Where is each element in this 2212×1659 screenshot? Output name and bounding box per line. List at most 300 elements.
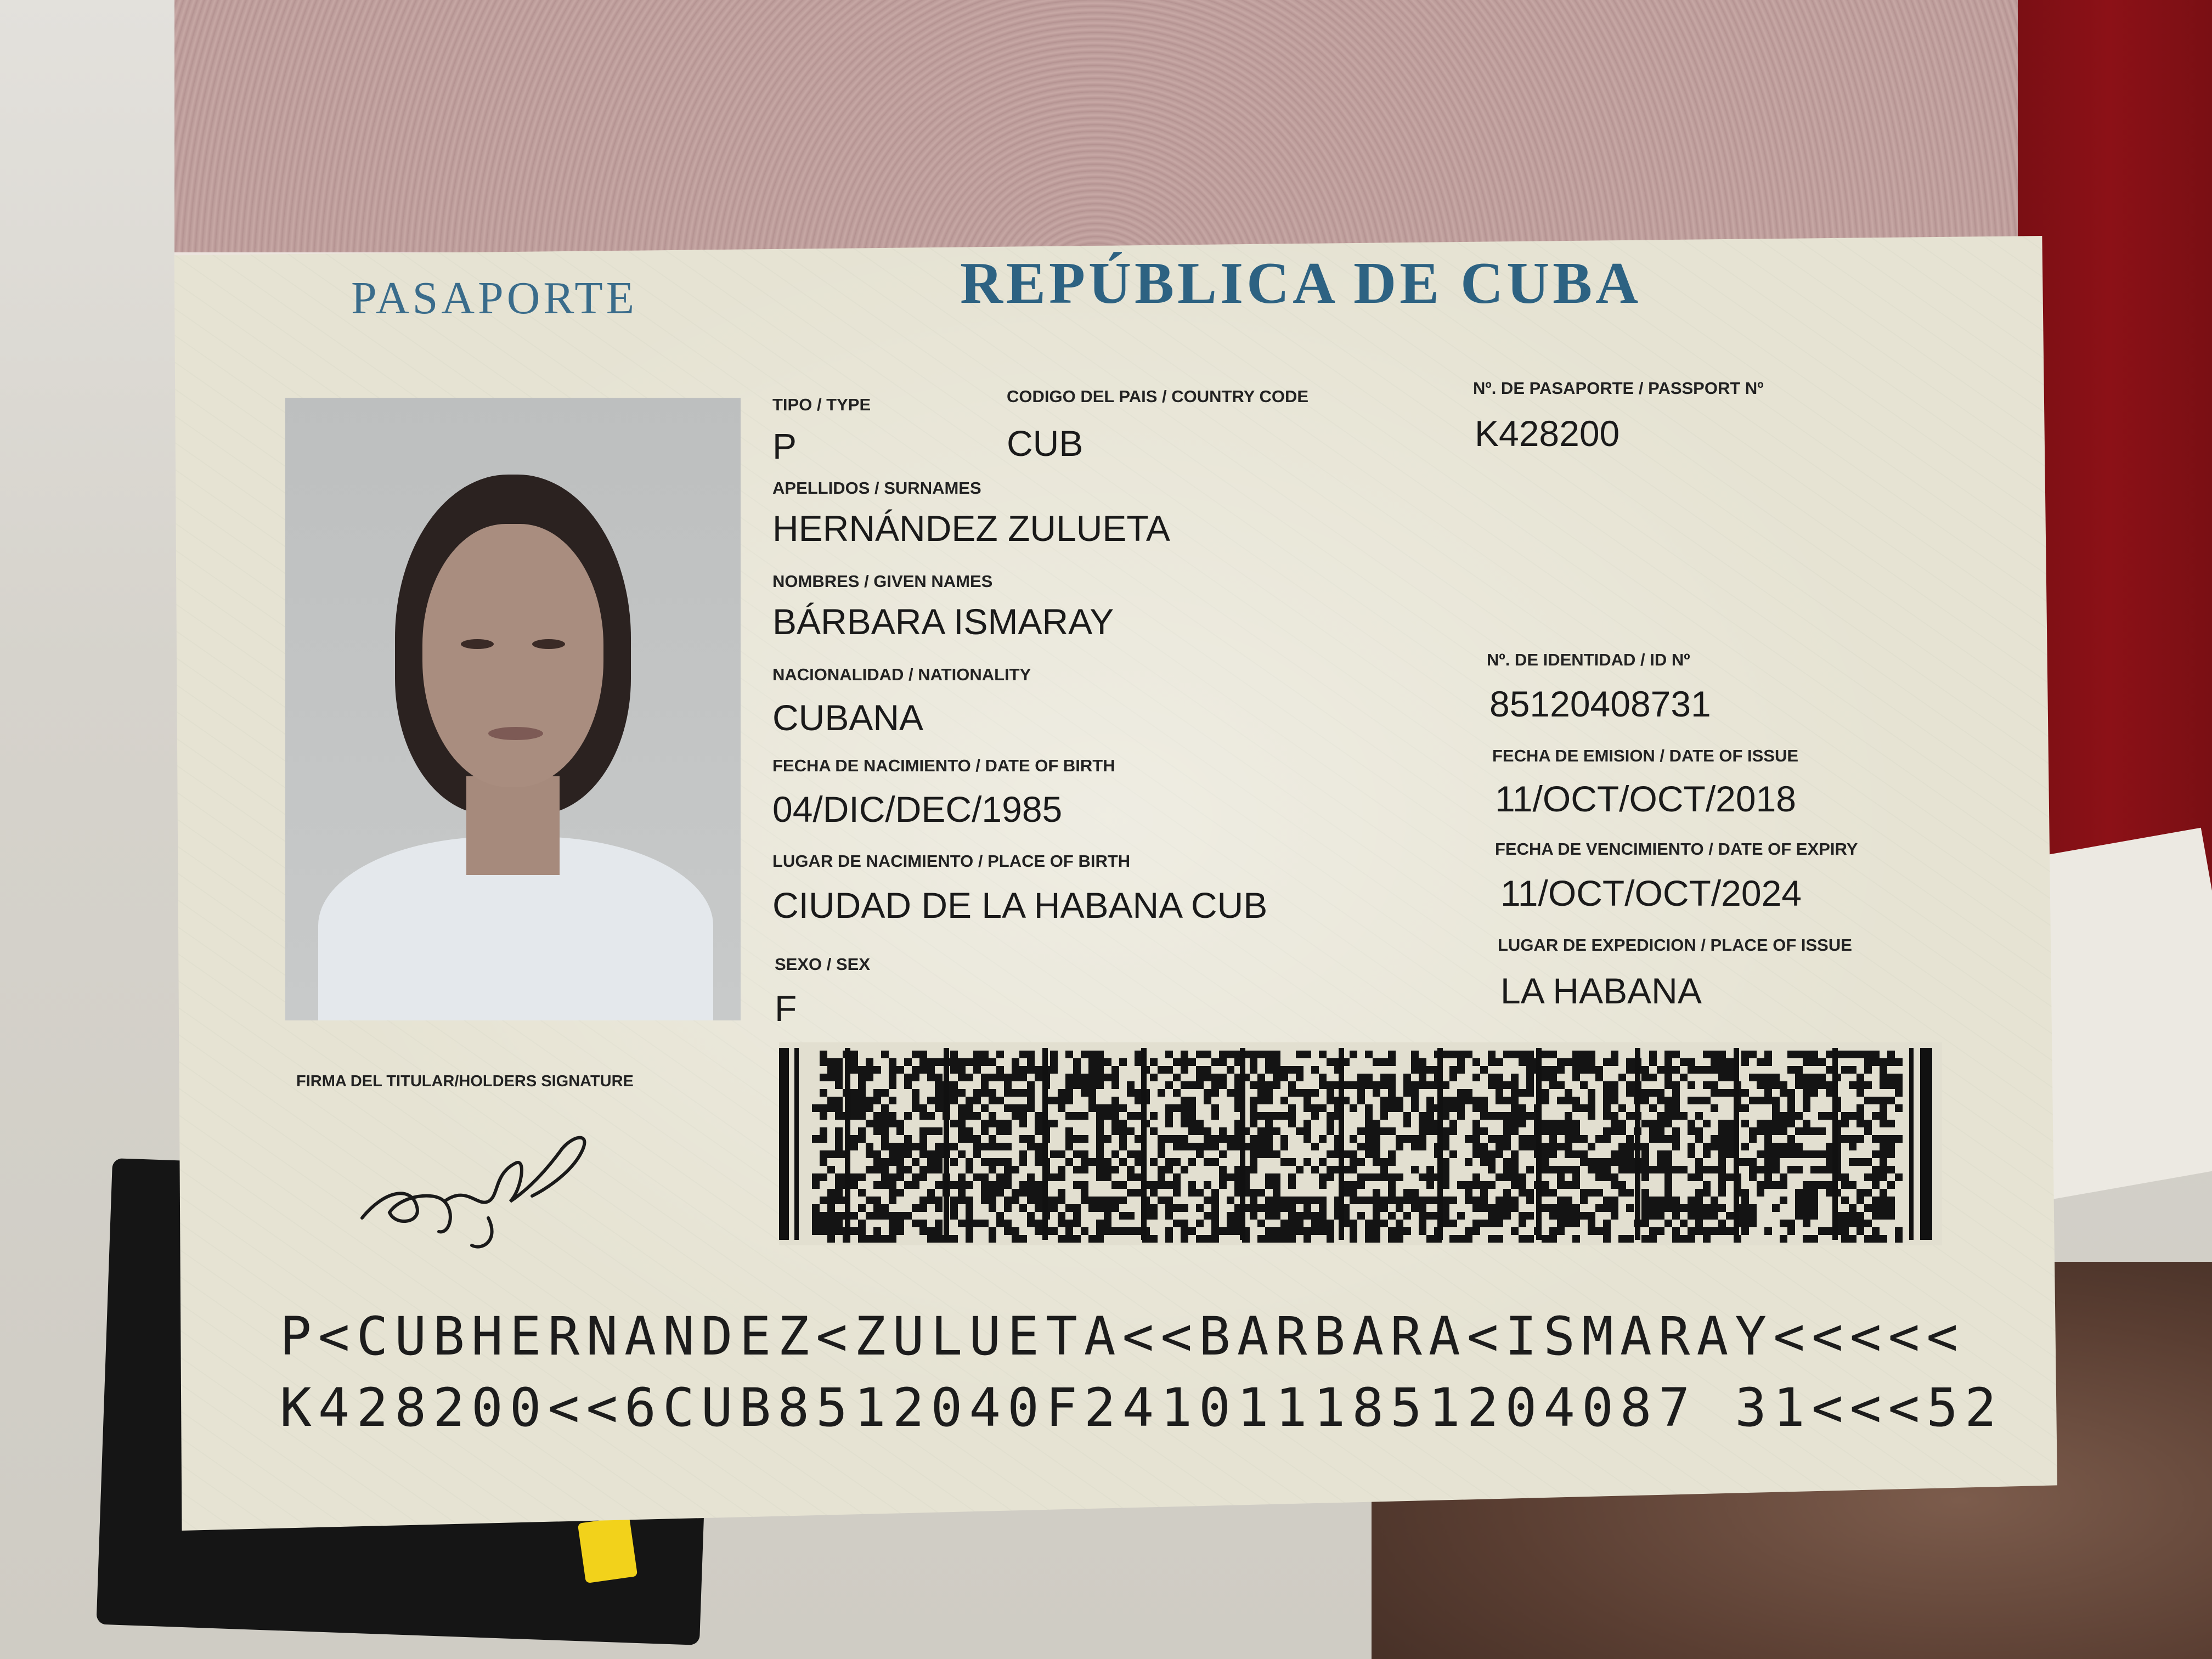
barcode-module	[889, 1227, 896, 1235]
barcode-module	[1672, 1235, 1680, 1243]
barcode-module	[820, 1227, 827, 1235]
sex-value: F	[775, 988, 797, 1029]
barcode-module	[1549, 1189, 1557, 1197]
barcode-module	[1081, 1197, 1088, 1204]
barcode-module	[1104, 1158, 1111, 1166]
barcode-module	[1296, 1089, 1304, 1097]
barcode-module	[1211, 1143, 1219, 1150]
barcode-module	[1780, 1197, 1787, 1204]
barcode-module	[850, 1066, 858, 1074]
barcode-module	[1012, 1197, 1019, 1204]
passport-number-label: Nº. DE PASAPORTE / PASSPORT Nº	[1473, 379, 1764, 398]
barcode-module	[1419, 1212, 1426, 1220]
barcode-module	[1511, 1051, 1519, 1058]
barcode-module	[1519, 1058, 1526, 1066]
barcode-module	[1273, 1051, 1280, 1058]
barcode-module	[820, 1058, 827, 1066]
barcode-module	[1365, 1197, 1373, 1204]
barcode-module	[827, 1212, 835, 1220]
barcode-module	[1795, 1074, 1803, 1081]
barcode-module	[1257, 1051, 1265, 1058]
barcode-module	[1649, 1089, 1657, 1097]
barcode-module	[1211, 1081, 1219, 1089]
barcode-module	[1488, 1058, 1496, 1066]
barcode-module	[989, 1197, 996, 1204]
barcode-module	[1880, 1066, 1887, 1074]
barcode-module	[1396, 1104, 1403, 1112]
barcode-module	[1657, 1150, 1664, 1158]
barcode-module	[1649, 1212, 1657, 1220]
barcode-module	[827, 1104, 835, 1112]
barcode-module	[1065, 1081, 1073, 1089]
barcode-module	[1603, 1097, 1611, 1104]
barcode-module	[1250, 1112, 1257, 1120]
barcode-module	[1680, 1074, 1688, 1081]
barcode-module	[1688, 1197, 1695, 1204]
barcode-module	[935, 1166, 943, 1173]
barcode-module	[958, 1127, 966, 1135]
barcode-module	[1496, 1097, 1503, 1104]
barcode-module	[1526, 1112, 1534, 1120]
barcode-module	[1711, 1089, 1718, 1097]
barcode-module	[820, 1158, 827, 1166]
barcode-module	[1588, 1220, 1595, 1227]
barcode-module	[1772, 1143, 1780, 1150]
barcode-module	[981, 1143, 989, 1150]
barcode-module	[1795, 1112, 1803, 1120]
barcode-row-indicator	[1141, 1048, 1147, 1240]
barcode-module	[1365, 1227, 1373, 1235]
barcode-module	[835, 1081, 843, 1089]
barcode-module	[1780, 1089, 1787, 1097]
barcode-module	[1526, 1081, 1534, 1089]
barcode-module	[1741, 1197, 1749, 1204]
barcode-module	[1027, 1058, 1035, 1066]
barcode-module	[989, 1089, 996, 1097]
barcode-module	[1749, 1204, 1757, 1212]
barcode-module	[1426, 1166, 1434, 1173]
barcode-module	[1519, 1189, 1526, 1197]
barcode-module	[935, 1143, 943, 1150]
barcode-module	[1396, 1204, 1403, 1212]
barcode-module	[812, 1204, 820, 1212]
barcode-module	[1872, 1181, 1880, 1189]
barcode-module	[1150, 1181, 1158, 1189]
barcode-module	[1549, 1227, 1557, 1235]
barcode-module	[1588, 1066, 1595, 1074]
barcode-module	[1810, 1166, 1818, 1173]
barcode-module	[1188, 1189, 1196, 1197]
barcode-module	[1273, 1173, 1280, 1181]
barcode-module	[1019, 1181, 1027, 1189]
barcode-module	[1181, 1120, 1188, 1127]
barcode-module	[1027, 1081, 1035, 1089]
barcode-module	[1165, 1197, 1173, 1204]
barcode-module	[1542, 1235, 1549, 1243]
barcode-module	[1480, 1150, 1488, 1158]
barcode-module	[1265, 1127, 1273, 1135]
barcode-module	[1880, 1204, 1887, 1212]
barcode-module	[1465, 1235, 1472, 1243]
barcode-module	[1288, 1081, 1296, 1089]
barcode-module	[1611, 1181, 1618, 1189]
barcode-module	[1265, 1135, 1273, 1143]
barcode-module	[1388, 1089, 1396, 1097]
barcode-module	[1549, 1166, 1557, 1173]
barcode-module	[1741, 1058, 1749, 1066]
barcode-module	[858, 1089, 866, 1097]
barcode-module	[904, 1112, 912, 1120]
barcode-module	[1273, 1074, 1280, 1081]
barcode-module	[1127, 1081, 1135, 1089]
barcode-module	[1626, 1166, 1634, 1173]
barcode-module	[1442, 1097, 1449, 1104]
barcode-module	[1618, 1235, 1626, 1243]
barcode-module	[1403, 1197, 1411, 1204]
barcode-module	[1488, 1166, 1496, 1173]
barcode-module	[1787, 1089, 1795, 1097]
barcode-module	[1365, 1051, 1373, 1058]
card-chip-icon	[578, 1516, 637, 1583]
barcode-module	[1227, 1089, 1234, 1097]
barcode-module	[1150, 1212, 1158, 1220]
barcode-module	[1549, 1051, 1557, 1058]
barcode-module	[1580, 1189, 1588, 1197]
barcode-module	[1880, 1166, 1887, 1173]
barcode-module	[858, 1097, 866, 1104]
barcode-module	[1818, 1181, 1826, 1189]
barcode-module	[1350, 1227, 1357, 1235]
barcode-module	[1826, 1181, 1833, 1189]
barcode-module	[1265, 1112, 1273, 1120]
barcode-module	[1718, 1051, 1726, 1058]
barcode-module	[1688, 1150, 1695, 1158]
barcode-module	[1480, 1158, 1488, 1166]
barcode-module	[1219, 1051, 1227, 1058]
barcode-module	[1181, 1051, 1188, 1058]
barcode-module	[1319, 1158, 1327, 1166]
place-of-issue-label: LUGAR DE EXPEDICION / PLACE OF ISSUE	[1498, 935, 1852, 955]
barcode-module	[927, 1074, 935, 1081]
barcode-module	[989, 1143, 996, 1150]
barcode-module	[1557, 1127, 1565, 1135]
barcode-module	[1580, 1104, 1588, 1112]
barcode-module	[1864, 1097, 1872, 1104]
barcode-module	[973, 1173, 981, 1181]
barcode-module	[981, 1051, 989, 1058]
barcode-module	[1181, 1112, 1188, 1120]
barcode-module	[1096, 1112, 1104, 1120]
barcode-module	[996, 1120, 1004, 1127]
barcode-module	[850, 1212, 858, 1220]
barcode-module	[1703, 1212, 1711, 1220]
barcode-module	[1058, 1235, 1065, 1243]
barcode-module	[1572, 1058, 1580, 1066]
barcode-module	[927, 1189, 935, 1197]
barcode-module	[1895, 1081, 1903, 1089]
barcode-module	[1442, 1166, 1449, 1173]
barcode-module	[1726, 1150, 1734, 1158]
barcode-module	[1081, 1074, 1088, 1081]
barcode-module	[1419, 1173, 1426, 1181]
barcode-module	[1787, 1166, 1795, 1173]
barcode-module	[1296, 1227, 1304, 1235]
barcode-module	[1273, 1127, 1280, 1135]
barcode-data-block	[779, 1042, 1942, 1245]
barcode-module	[1327, 1089, 1334, 1097]
barcode-module	[835, 1197, 843, 1204]
signature-label: FIRMA DEL TITULAR/HOLDERS SIGNATURE	[296, 1073, 634, 1090]
barcode-module	[1787, 1143, 1795, 1150]
type-label: TIPO / TYPE	[772, 395, 871, 414]
barcode-module	[1296, 1051, 1304, 1058]
barcode-module	[1741, 1158, 1749, 1166]
barcode-module	[1426, 1120, 1434, 1127]
barcode-module	[1572, 1127, 1580, 1135]
barcode-module	[1757, 1166, 1764, 1173]
barcode-module	[1480, 1143, 1488, 1150]
barcode-module	[1503, 1127, 1511, 1135]
barcode-module	[1664, 1150, 1672, 1158]
barcode-module	[1618, 1166, 1626, 1173]
barcode-module	[919, 1227, 927, 1235]
barcode-module	[958, 1220, 966, 1227]
barcode-module	[827, 1220, 835, 1227]
barcode-module	[1304, 1204, 1311, 1212]
barcode-module	[1519, 1089, 1526, 1097]
barcode-module	[1027, 1051, 1035, 1058]
barcode-module	[1050, 1197, 1058, 1204]
barcode-module	[1096, 1051, 1104, 1058]
barcode-module	[1641, 1089, 1649, 1097]
barcode-module	[1864, 1127, 1872, 1135]
barcode-module	[1749, 1051, 1757, 1058]
barcode-module	[1173, 1058, 1181, 1066]
barcode-module	[1572, 1181, 1580, 1189]
barcode-module	[1496, 1235, 1503, 1243]
barcode-module	[889, 1097, 896, 1104]
barcode-module	[1181, 1135, 1188, 1143]
barcode-module	[1603, 1220, 1611, 1227]
barcode-module	[1488, 1051, 1496, 1058]
barcode-module	[1065, 1220, 1073, 1227]
barcode-module	[1311, 1112, 1319, 1120]
barcode-module	[1496, 1135, 1503, 1143]
barcode-module	[1726, 1127, 1734, 1135]
barcode-module	[1480, 1220, 1488, 1227]
barcode-module	[1795, 1066, 1803, 1074]
barcode-module	[1657, 1120, 1664, 1127]
barcode-module	[1557, 1143, 1565, 1150]
barcode-module	[1780, 1127, 1787, 1135]
barcode-module	[1442, 1081, 1449, 1089]
barcode-module	[1496, 1089, 1503, 1097]
barcode-module	[1088, 1204, 1096, 1212]
barcode-module	[1173, 1204, 1181, 1212]
barcode-module	[1188, 1097, 1196, 1104]
barcode-module	[1557, 1220, 1565, 1227]
place-of-birth-value: CIUDAD DE LA HABANA CUB	[772, 885, 1268, 926]
barcode-module	[1549, 1066, 1557, 1074]
barcode-module	[1403, 1135, 1411, 1143]
barcode-module	[1519, 1104, 1526, 1112]
barcode-module	[896, 1143, 904, 1150]
barcode-module	[1649, 1104, 1657, 1112]
barcode-module	[835, 1135, 843, 1143]
barcode-module	[1257, 1189, 1265, 1197]
barcode-module	[1672, 1143, 1680, 1150]
barcode-module	[1711, 1204, 1718, 1212]
id-number-value: 85120408731	[1489, 684, 1711, 724]
barcode-module	[1649, 1235, 1657, 1243]
barcode-module	[1419, 1204, 1426, 1212]
barcode-module	[1772, 1150, 1780, 1158]
barcode-module	[858, 1204, 866, 1212]
barcode-module	[1088, 1104, 1096, 1112]
barcode-module	[1457, 1097, 1465, 1104]
barcode-module	[1611, 1051, 1618, 1058]
barcode-module	[1511, 1081, 1519, 1089]
barcode-module	[1012, 1235, 1019, 1243]
barcode-module	[1196, 1074, 1204, 1081]
barcode-module	[1695, 1220, 1703, 1227]
barcode-module	[850, 1173, 858, 1181]
barcode-module	[858, 1074, 866, 1081]
barcode-module	[1327, 1150, 1334, 1158]
barcode-module	[1196, 1189, 1204, 1197]
barcode-module	[1542, 1089, 1549, 1097]
barcode-module	[1173, 1143, 1181, 1150]
barcode-module	[1572, 1235, 1580, 1243]
barcode-module	[1649, 1058, 1657, 1066]
barcode-module	[827, 1066, 835, 1074]
barcode-module	[1864, 1158, 1872, 1166]
barcode-module	[1672, 1197, 1680, 1204]
barcode-module	[1004, 1104, 1012, 1112]
barcode-module	[1603, 1089, 1611, 1097]
barcode-module	[1058, 1173, 1065, 1181]
barcode-module	[1165, 1104, 1173, 1112]
barcode-module	[1718, 1066, 1726, 1074]
barcode-module	[1803, 1189, 1810, 1197]
barcode-module	[1695, 1197, 1703, 1204]
barcode-module	[1158, 1173, 1165, 1181]
barcode-module	[1895, 1074, 1903, 1081]
barcode-module	[873, 1235, 881, 1243]
barcode-module	[1810, 1204, 1818, 1212]
barcode-module	[1849, 1051, 1857, 1058]
barcode-module	[1373, 1058, 1380, 1066]
barcode-module	[950, 1143, 958, 1150]
barcode-module	[1204, 1235, 1211, 1243]
barcode-module	[1035, 1120, 1042, 1127]
barcode-module	[1426, 1197, 1434, 1204]
barcode-module	[935, 1058, 943, 1066]
barcode-module	[858, 1135, 866, 1143]
barcode-module	[989, 1058, 996, 1066]
barcode-module	[1611, 1158, 1618, 1166]
barcode-module	[1188, 1127, 1196, 1135]
barcode-module	[1119, 1143, 1127, 1150]
barcode-module	[1803, 1097, 1810, 1104]
barcode-module	[1749, 1127, 1757, 1135]
barcode-module	[1211, 1212, 1219, 1220]
barcode-module	[1496, 1112, 1503, 1120]
barcode-module	[1864, 1220, 1872, 1227]
barcode-module	[1081, 1189, 1088, 1197]
barcode-module	[1373, 1173, 1380, 1181]
barcode-module	[1319, 1081, 1327, 1089]
barcode-module	[1488, 1150, 1496, 1158]
barcode-module	[1488, 1212, 1496, 1220]
barcode-module	[1626, 1189, 1634, 1197]
barcode-module	[1880, 1112, 1887, 1120]
barcode-module	[1165, 1212, 1173, 1220]
barcode-module	[1787, 1227, 1795, 1235]
barcode-module	[1688, 1212, 1695, 1220]
barcode-module	[1265, 1120, 1273, 1127]
barcode-module	[1472, 1074, 1480, 1081]
barcode-module	[1526, 1235, 1534, 1243]
barcode-module	[1119, 1127, 1127, 1135]
barcode-module	[1111, 1166, 1119, 1173]
barcode-module	[1419, 1197, 1426, 1204]
barcode-module	[973, 1066, 981, 1074]
barcode-module	[812, 1212, 820, 1220]
barcode-module	[1664, 1189, 1672, 1197]
barcode-module	[1857, 1158, 1864, 1166]
barcode-module	[1780, 1120, 1787, 1127]
barcode-module	[1618, 1074, 1626, 1081]
barcode-module	[927, 1058, 935, 1066]
barcode-module	[1027, 1104, 1035, 1112]
barcode-module	[1657, 1227, 1664, 1235]
barcode-module	[1111, 1150, 1119, 1158]
barcode-module	[1618, 1104, 1626, 1112]
barcode-module	[1357, 1074, 1365, 1081]
barcode-module	[966, 1220, 973, 1227]
barcode-module	[1803, 1127, 1810, 1135]
barcode-module	[1380, 1197, 1388, 1204]
barcode-module	[1181, 1143, 1188, 1150]
barcode-module	[919, 1143, 927, 1150]
barcode-module	[1810, 1127, 1818, 1135]
barcode-module	[1480, 1104, 1488, 1112]
barcode-module	[935, 1097, 943, 1104]
barcode-module	[1841, 1220, 1849, 1227]
barcode-module	[935, 1081, 943, 1089]
barcode-module	[1357, 1173, 1365, 1181]
barcode-module	[1442, 1158, 1449, 1166]
barcode-module	[1373, 1127, 1380, 1135]
barcode-module	[1088, 1197, 1096, 1204]
barcode-module	[1496, 1220, 1503, 1227]
barcode-module	[1426, 1181, 1434, 1189]
barcode-module	[1449, 1127, 1457, 1135]
barcode-module	[850, 1143, 858, 1150]
barcode-module	[1526, 1166, 1534, 1173]
barcode-module	[1711, 1058, 1718, 1066]
barcode-module	[1004, 1143, 1012, 1150]
barcode-module	[1019, 1158, 1027, 1166]
barcode-module	[1780, 1181, 1787, 1189]
barcode-module	[1511, 1097, 1519, 1104]
barcode-module	[1096, 1066, 1104, 1074]
barcode-module	[1019, 1066, 1027, 1074]
barcode-module	[1357, 1089, 1365, 1097]
barcode-module	[1457, 1235, 1465, 1243]
barcode-module	[1764, 1081, 1772, 1089]
